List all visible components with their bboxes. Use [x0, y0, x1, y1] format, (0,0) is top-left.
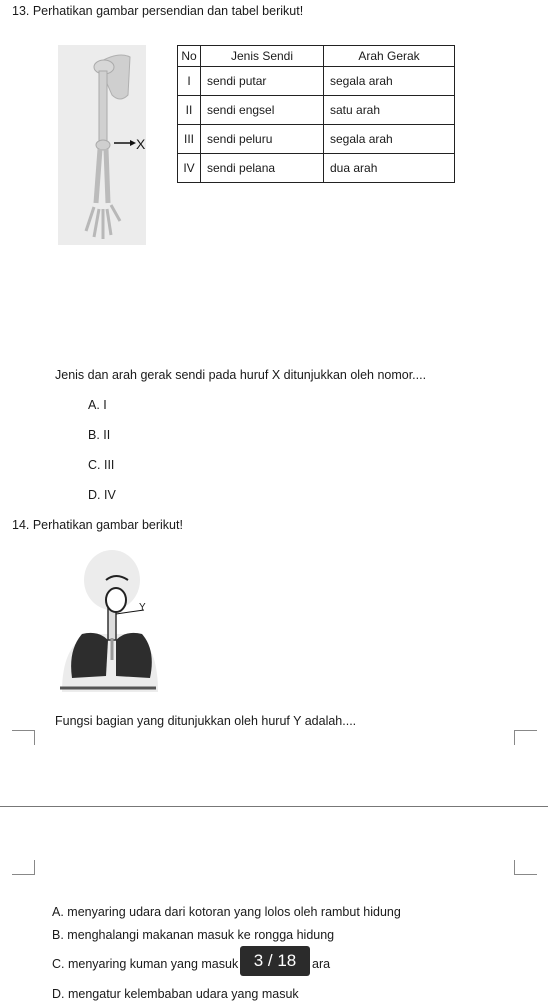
- table-cell: II: [178, 96, 201, 125]
- table-row: [178, 67, 455, 96]
- option-d[interactable]: D. IV: [88, 488, 116, 502]
- option-a[interactable]: A. I: [88, 398, 107, 412]
- table-cell: sendi engsel: [201, 96, 324, 125]
- arm-label-x: X: [136, 136, 146, 152]
- table-cell: sendi pelana: [201, 154, 324, 183]
- option-c[interactable]: C. III: [88, 458, 115, 472]
- table-cell: sendi putar: [201, 67, 324, 96]
- table-cell: dua arah: [324, 154, 455, 183]
- table-cell: III: [178, 125, 201, 154]
- table-cell: IV: [178, 154, 201, 183]
- table-row: [178, 96, 455, 125]
- question-13-text: Jenis dan arah gerak sendi pada huruf X ditunjukkan oleh nomor....: [55, 368, 427, 382]
- table-header-cell: Jenis Sendi: [201, 46, 324, 67]
- page-indicator: 3 / 18: [240, 946, 310, 976]
- question-14-title: 14. Perhatikan gambar berikut!: [12, 518, 183, 532]
- table-header-cell: No: [178, 46, 201, 67]
- crop-corner: [12, 730, 35, 745]
- table-row: [178, 125, 455, 154]
- question-13-title: 13. Perhatikan gambar persendian dan tabel berikut!: [12, 4, 304, 18]
- table-row: [178, 154, 455, 183]
- table-header-row: [178, 46, 455, 67]
- crop-corner: [514, 730, 537, 745]
- crop-corner: [514, 860, 537, 875]
- option-c-end: ara: [312, 957, 331, 971]
- table-cell: sendi peluru: [201, 125, 324, 154]
- option-d[interactable]: D. mengatur kelembaban udara yang masuk: [52, 987, 299, 1001]
- option-b[interactable]: B. menghalangi makanan masuk ke rongga hidung: [52, 928, 335, 942]
- table-cell: satu arah: [324, 96, 455, 125]
- table-cell: I: [178, 67, 201, 96]
- option-a[interactable]: A. menyaring udara dari kotoran yang lolos oleh rambut hidung: [52, 905, 401, 919]
- page-divider: [0, 806, 548, 807]
- question-14-text: Fungsi bagian yang ditunjukkan oleh huruf Y adalah....: [55, 714, 357, 728]
- joint-table: [177, 45, 455, 183]
- table-header-cell: Arah Gerak: [324, 46, 455, 67]
- option-c[interactable]: C. menyaring kuman yang masuk: [52, 957, 239, 971]
- respiratory-system-image: [52, 550, 160, 692]
- arm-skeleton-image: [58, 45, 148, 247]
- table-cell: segala arah: [324, 67, 455, 96]
- option-b[interactable]: B. II: [88, 428, 111, 442]
- lung-label-y: Y: [139, 602, 146, 613]
- crop-corner: [12, 860, 35, 875]
- table-cell: segala arah: [324, 125, 455, 154]
